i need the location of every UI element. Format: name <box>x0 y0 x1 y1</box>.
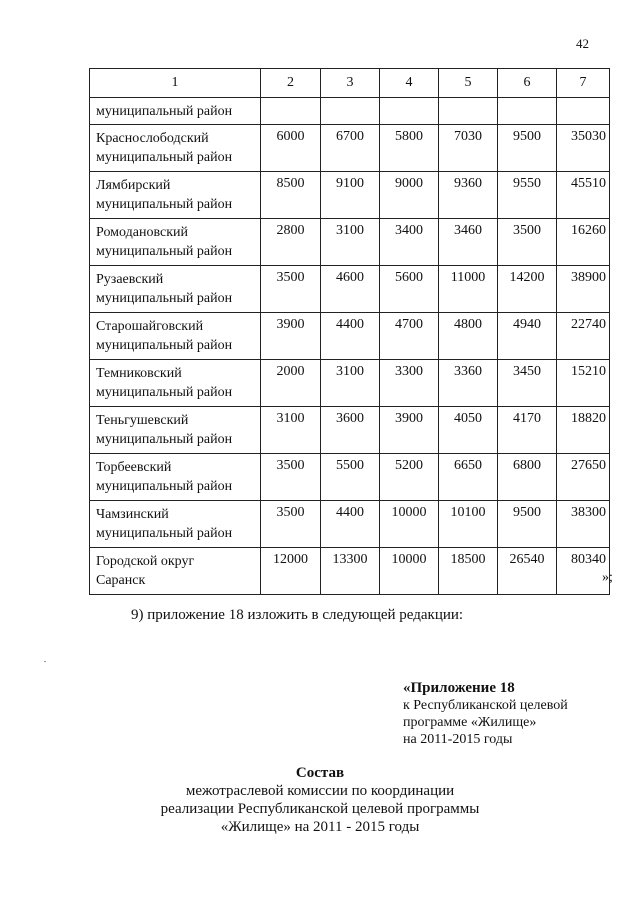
value-cell: 18500 <box>439 548 498 595</box>
composition-title: Состав <box>295 765 345 781</box>
composition-heading <box>0 764 640 836</box>
value-cell: 9360 <box>439 172 498 219</box>
district-name-cell: Торбеевский муниципальный район <box>90 454 261 501</box>
value-cell <box>439 98 498 125</box>
composition-line: межотраслевой комиссии по координации <box>185 783 455 799</box>
value-cell: 10000 <box>380 501 439 548</box>
value-cell: 9550 <box>498 172 557 219</box>
value-cell: 3300 <box>380 360 439 407</box>
value-cell: 3360 <box>439 360 498 407</box>
value-cell: 26540 <box>498 548 557 595</box>
value-cell: 5200 <box>380 454 439 501</box>
table-row <box>90 219 610 266</box>
value-cell: 4700 <box>380 313 439 360</box>
value-cell: 3100 <box>321 219 380 266</box>
total-cell: 22740 <box>557 313 610 360</box>
value-cell: 2000 <box>261 360 321 407</box>
appendix-line: к Республиканской целевой <box>403 698 568 713</box>
value-cell: 2800 <box>261 219 321 266</box>
table-header-row <box>90 69 610 98</box>
value-cell: 4400 <box>321 313 380 360</box>
table-row <box>90 98 610 125</box>
table-row <box>90 172 610 219</box>
value-cell: 4170 <box>498 407 557 454</box>
value-cell: 5600 <box>380 266 439 313</box>
column-header: 5 <box>439 69 498 98</box>
total-cell <box>557 98 610 125</box>
table-row <box>90 407 610 454</box>
value-cell: 6700 <box>321 125 380 172</box>
value-cell: 3500 <box>261 501 321 548</box>
table-row <box>90 548 610 595</box>
value-cell: 5800 <box>380 125 439 172</box>
value-cell: 6800 <box>498 454 557 501</box>
value-cell <box>321 98 380 125</box>
value-cell <box>498 98 557 125</box>
value-cell: 3100 <box>321 360 380 407</box>
value-cell: 4050 <box>439 407 498 454</box>
value-cell: 4940 <box>498 313 557 360</box>
table-row <box>90 501 610 548</box>
district-name-cell: Лямбирский муниципальный район <box>90 172 261 219</box>
value-cell: 6000 <box>261 125 321 172</box>
composition-line: «Жилище» на 2011 - 2015 годы <box>220 819 420 835</box>
value-cell: 3900 <box>380 407 439 454</box>
value-cell: 9100 <box>321 172 380 219</box>
value-cell: 4400 <box>321 501 380 548</box>
value-cell: 3460 <box>439 219 498 266</box>
value-cell: 3450 <box>498 360 557 407</box>
value-cell: 9500 <box>498 125 557 172</box>
district-name-cell: Чамзинский муниципальный район <box>90 501 261 548</box>
value-cell: 3100 <box>261 407 321 454</box>
financing-table <box>89 68 610 595</box>
value-cell: 3600 <box>321 407 380 454</box>
composition-line: реализации Республиканской целевой программы <box>160 801 480 817</box>
value-cell: 8500 <box>261 172 321 219</box>
appendix-line: на 2011-2015 годы <box>403 732 513 747</box>
appendix-line: программе «Жилище» <box>403 715 537 730</box>
column-header: 1 <box>90 69 261 98</box>
district-name-cell: Краснослободский муниципальный район <box>90 125 261 172</box>
value-cell: 9500 <box>498 501 557 548</box>
district-name-cell: Ромодановский муниципальный район <box>90 219 261 266</box>
value-cell: 10000 <box>380 548 439 595</box>
total-cell: 16260 <box>557 219 610 266</box>
total-cell: 15210 <box>557 360 610 407</box>
value-cell: 12000 <box>261 548 321 595</box>
edit-instruction: 9) приложение 18 изложить в следующей редакции: <box>131 607 464 623</box>
value-cell: 10100 <box>439 501 498 548</box>
appendix-title: «Приложение 18 <box>403 680 515 696</box>
value-cell: 3500 <box>498 219 557 266</box>
value-cell <box>261 98 321 125</box>
district-name-cell: Теньгушевский муниципальный район <box>90 407 261 454</box>
value-cell: 3400 <box>380 219 439 266</box>
value-cell: 14200 <box>498 266 557 313</box>
district-name-cell: Темниковский муниципальный район <box>90 360 261 407</box>
value-cell <box>380 98 439 125</box>
value-cell: 11000 <box>439 266 498 313</box>
district-name-cell: муниципальный район <box>90 98 261 125</box>
value-cell: 5500 <box>321 454 380 501</box>
total-cell: 38900 <box>557 266 610 313</box>
table-row <box>90 125 610 172</box>
value-cell: 9000 <box>380 172 439 219</box>
district-name-cell: Старошайговский муниципальный район <box>90 313 261 360</box>
total-cell: 80340 <box>557 548 610 595</box>
column-header: 6 <box>498 69 557 98</box>
total-cell: 45510 <box>557 172 610 219</box>
value-cell: 7030 <box>439 125 498 172</box>
column-header: 3 <box>321 69 380 98</box>
value-cell: 3900 <box>261 313 321 360</box>
value-cell: 3500 <box>261 454 321 501</box>
table-row <box>90 454 610 501</box>
table-row <box>90 360 610 407</box>
margin-mark <box>44 661 46 662</box>
total-cell: 38300 <box>557 501 610 548</box>
district-name-cell: Городской округ Саранск <box>90 548 261 595</box>
table-row <box>90 313 610 360</box>
total-cell: 18820 <box>557 407 610 454</box>
total-cell: 27650 <box>557 454 610 501</box>
total-cell: 35030 <box>557 125 610 172</box>
value-cell: 3500 <box>261 266 321 313</box>
value-cell: 6650 <box>439 454 498 501</box>
column-header: 4 <box>380 69 439 98</box>
table-row <box>90 266 610 313</box>
page-number: 42 <box>576 36 589 51</box>
closing-quote-mark: »; <box>602 570 613 585</box>
value-cell: 13300 <box>321 548 380 595</box>
column-header: 2 <box>261 69 321 98</box>
column-header: 7 <box>557 69 610 98</box>
value-cell: 4600 <box>321 266 380 313</box>
district-name-cell: Рузаевский муниципальный район <box>90 266 261 313</box>
appendix-header <box>403 680 568 748</box>
value-cell: 4800 <box>439 313 498 360</box>
